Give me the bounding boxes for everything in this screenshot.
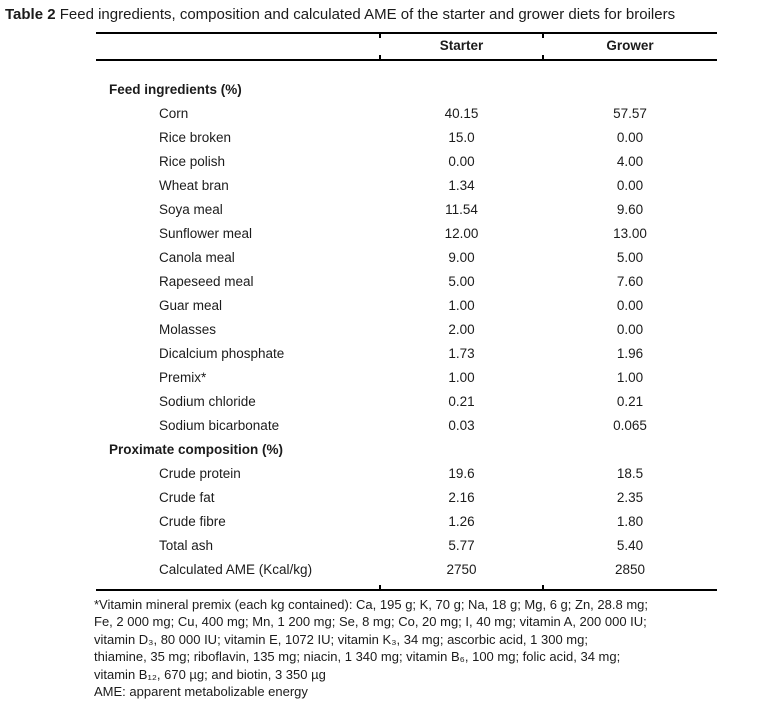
grower-value: 0.00 — [616, 298, 644, 313]
footnote-line: vitamin D₃, 80 000 IU; vitamin E, 1072 IU; vitamin K₃, 34 mg; ascorbic acid, 1 300 mg; — [94, 631, 588, 647]
row-label: Wheat bran — [159, 178, 229, 193]
column-header-grower: Grower — [606, 38, 654, 53]
grower-value: 1.80 — [616, 514, 644, 529]
table-row — [96, 102, 717, 126]
top-rule — [96, 32, 717, 34]
starter-value: 12.00 — [444, 226, 479, 241]
table-row — [96, 270, 717, 294]
starter-value — [380, 438, 543, 462]
table-section-row — [96, 78, 717, 102]
row-label: Rapeseed meal — [159, 274, 254, 289]
section-header: Feed ingredients (%) — [109, 82, 242, 97]
table-section-row — [96, 438, 717, 462]
grower-value: 0.00 — [616, 178, 644, 193]
row-label: Canola meal — [159, 250, 235, 265]
grower-value: 0.00 — [616, 130, 644, 145]
grower-value: 0.21 — [616, 394, 644, 409]
row-label: Soya meal — [159, 202, 223, 217]
row-label: Corn — [159, 106, 189, 121]
starter-value: 0.21 — [448, 394, 475, 409]
table-body — [96, 78, 717, 582]
grower-value: 9.60 — [616, 202, 644, 217]
starter-value: 9.00 — [448, 250, 475, 265]
footnote-line: *Vitamin mineral premix (each kg contained): Ca, 195 g; K, 70 g; Na, 18 g; Mg, 6 g; Zn, 28.8 mg; — [94, 597, 648, 612]
starter-value: 5.00 — [448, 274, 475, 289]
column-tick — [542, 55, 544, 60]
footnote-line: AME: apparent metabolizable energy — [94, 684, 308, 700]
column-tick — [542, 585, 544, 590]
starter-value: 2750 — [446, 562, 477, 577]
table-row — [96, 462, 717, 486]
row-label: Crude fibre — [159, 514, 226, 529]
table-row — [96, 510, 717, 534]
starter-value: 11.54 — [445, 202, 478, 217]
footnote-line: vitamin B₁₂, 670 µg; and biotin, 3 350 µg — [94, 666, 326, 682]
grower-value: 13.00 — [613, 226, 647, 241]
table-row — [96, 174, 717, 198]
starter-value: 40.15 — [444, 106, 479, 121]
table-row — [96, 318, 717, 342]
table-row — [96, 198, 717, 222]
feed-composition-table — [96, 0, 717, 600]
starter-value: 5.77 — [448, 538, 475, 553]
grower-value: 2850 — [614, 562, 646, 577]
table-number: Table 2 — [5, 6, 56, 23]
grower-value — [543, 438, 717, 462]
table-footnote — [94, 596, 758, 700]
starter-value: 2.16 — [448, 490, 475, 505]
row-label: Sodium bicarbonate — [159, 418, 280, 433]
table-caption-text: Feed ingredients, composition and calculated AME of the starter and grower diets for broilers — [55, 6, 676, 23]
row-label: Sunflower meal — [159, 226, 253, 241]
row-label: Calculated AME (Kcal/kg) — [159, 562, 313, 577]
starter-value: 19.6 — [448, 466, 475, 481]
row-label: Crude protein — [159, 466, 241, 481]
row-label: Premix* — [159, 370, 207, 385]
grower-value: 0.00 — [616, 322, 644, 337]
table-row — [96, 294, 717, 318]
row-label: Dicalcium phosphate — [159, 346, 285, 361]
table-row — [96, 222, 717, 246]
row-label: Rice polish — [159, 154, 226, 169]
starter-value: 1.00 — [448, 298, 475, 313]
column-tick — [379, 585, 381, 590]
grower-value: 2.35 — [616, 490, 644, 505]
grower-value: 57.57 — [613, 106, 647, 121]
row-label: Sodium chloride — [159, 394, 256, 409]
bottom-rule — [96, 589, 717, 591]
column-header-starter: Starter — [439, 38, 484, 53]
grower-value: 4.00 — [616, 154, 644, 169]
grower-value: 5.40 — [616, 538, 644, 553]
starter-value: 2.00 — [448, 322, 475, 337]
starter-value: 1.34 — [448, 178, 475, 193]
table-row — [96, 342, 717, 366]
grower-value: 0.065 — [613, 418, 647, 433]
column-tick — [379, 55, 381, 60]
starter-value: 0.00 — [448, 154, 475, 169]
table-row — [96, 534, 717, 558]
row-label: Crude fat — [159, 490, 215, 505]
table-row — [96, 558, 717, 582]
table-row — [96, 150, 717, 174]
grower-value: 5.00 — [616, 250, 644, 265]
row-label: Guar meal — [159, 298, 223, 313]
table-row — [96, 414, 717, 438]
table-row — [96, 390, 717, 414]
starter-value: 1.73 — [448, 346, 475, 361]
row-label: Molasses — [159, 322, 217, 337]
grower-value: 7.60 — [616, 274, 644, 289]
starter-value — [380, 78, 543, 102]
table-row — [96, 246, 717, 270]
starter-value: 0.03 — [448, 418, 475, 433]
footnote-line: thiamine, 35 mg; riboflavin, 135 mg; niacin, 1 340 mg; vitamin B₆, 100 mg; folic acid, 34 mg; — [94, 649, 621, 665]
table-row — [96, 486, 717, 510]
section-header: Proximate composition (%) — [109, 442, 284, 457]
footnote-line: Fe, 2 000 mg; Cu, 400 mg; Mn, 1 200 mg; Se, 8 mg; Co, 20 mg; I, 40 mg; vitamin A, 200 000 IU; — [94, 614, 647, 630]
table-row — [96, 126, 717, 150]
starter-value: 1.26 — [448, 514, 475, 529]
header-rule — [96, 59, 717, 61]
grower-value — [543, 78, 717, 102]
grower-value: 18.5 — [616, 466, 644, 481]
row-label: Total ash — [159, 538, 214, 553]
grower-value: 1.96 — [616, 346, 644, 361]
grower-value: 1.00 — [616, 370, 644, 385]
starter-value: 1.00 — [448, 370, 475, 385]
table-row — [96, 366, 717, 390]
starter-value: 15.0 — [448, 130, 475, 145]
row-label: Rice broken — [159, 130, 232, 145]
